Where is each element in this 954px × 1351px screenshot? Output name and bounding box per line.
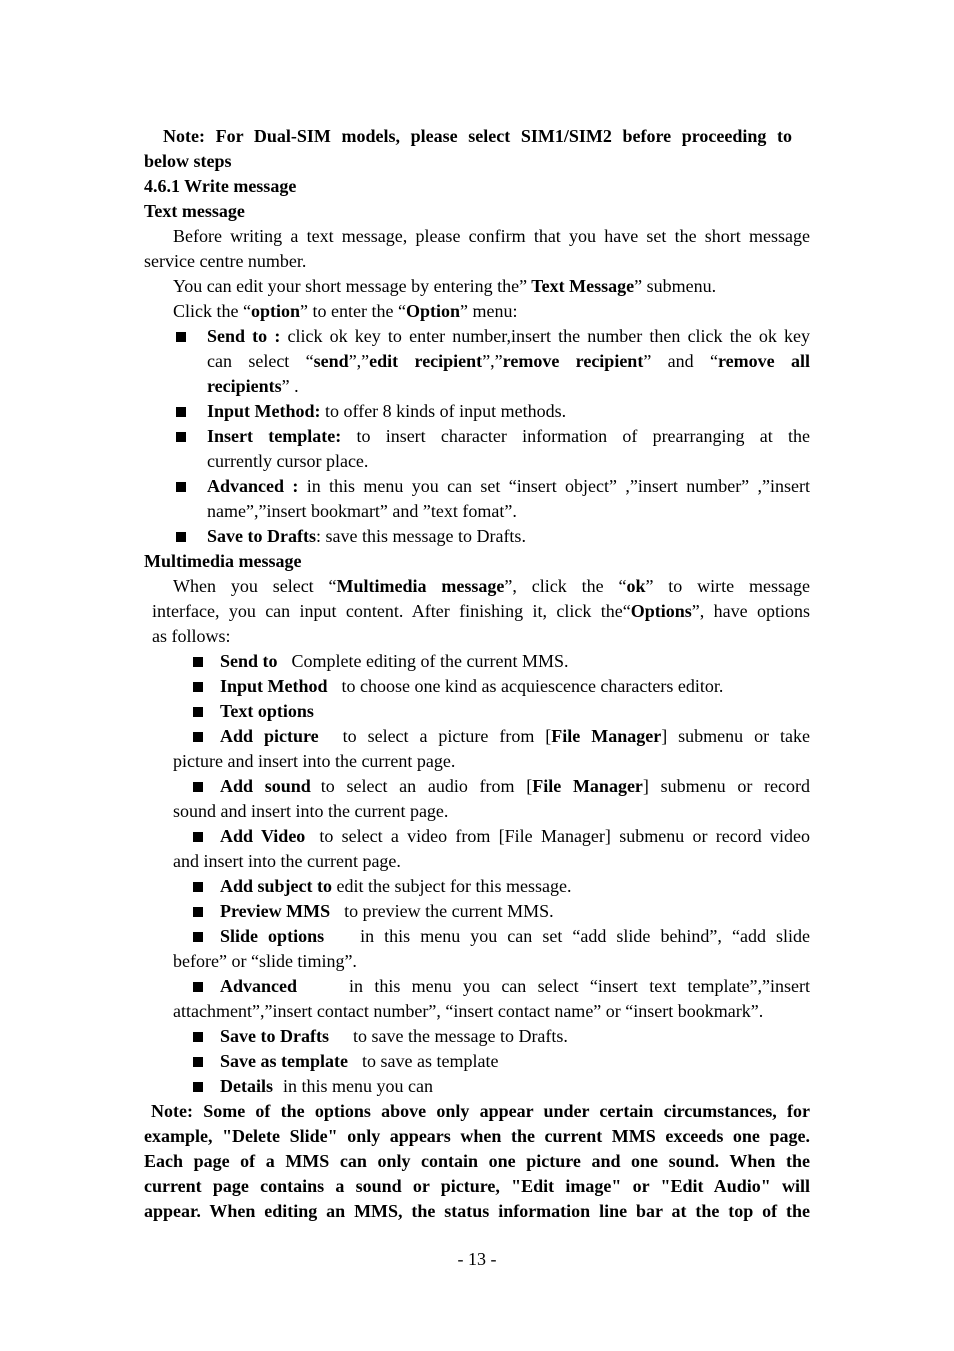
bullet-square-icon xyxy=(176,332,186,342)
note-bottom-line-4: current page contains a sound or picture, "Edit image" or "Edit Audio" will xyxy=(144,1176,810,1196)
mms-item-input-method: Input Method to choose one kind as acquiescence characters editor. xyxy=(220,676,724,696)
mms-item-add-video: Add Video to select a video from [File Manager] submenu or record video xyxy=(220,826,810,846)
bullet-square-icon xyxy=(176,532,186,542)
mms-item-slide-options: Slide options in this menu you can set “add slide behind”, “add slide xyxy=(220,926,810,946)
mms-item-save-drafts: Save to Drafts to save the message to Drafts. xyxy=(220,1026,568,1046)
mms-item-text-options: Text options xyxy=(220,701,314,721)
multimedia-intro-2: interface, you can input content. After finishing it, click the“Options”, have options xyxy=(152,601,810,621)
mms-item-add-picture-cont: picture and insert into the current page. xyxy=(173,751,456,771)
tm-item-advanced-cont: name”,”insert bookmart” and ”text fomat”. xyxy=(207,501,517,521)
bullet-square-icon xyxy=(193,1082,203,1092)
note-bottom-line-2: example, "Delete Slide" only appears when the current MMS exceeds one page. xyxy=(144,1126,810,1146)
bullet-square-icon xyxy=(193,907,203,917)
multimedia-intro-1: When you select “Multimedia message”, click the “ok” to wirte message xyxy=(173,576,810,596)
multimedia-heading: Multimedia message xyxy=(144,551,302,571)
mms-item-send-to: Send to Complete editing of the current MMS. xyxy=(220,651,569,671)
tm-item-send-to-line-2: can select “send”,”edit recipient”,”remove recipient” and “remove all xyxy=(207,351,811,371)
bullet-square-icon xyxy=(193,1057,203,1067)
bullet-square-icon xyxy=(193,982,203,992)
bullet-square-icon xyxy=(193,707,203,717)
page-number: - 13 - xyxy=(457,1249,497,1269)
bullet-square-icon xyxy=(193,882,203,892)
bullet-square-icon xyxy=(176,432,186,442)
tm-item-advanced: Advanced : in this menu you can set “insert object” ,”insert number” ,”insert xyxy=(207,476,810,496)
bullet-square-icon xyxy=(193,1032,203,1042)
tm-item-send-to-line-3: recipients” . xyxy=(207,376,299,396)
bullet-square-icon xyxy=(193,932,203,942)
tm-item-input-method: Input Method: to offer 8 kinds of input methods. xyxy=(207,401,567,421)
multimedia-intro-3: as follows: xyxy=(152,626,231,646)
bullet-square-icon xyxy=(193,657,203,667)
bullet-square-icon xyxy=(193,782,203,792)
mms-item-add-picture: Add picture to select a picture from [File Manager] submenu or take xyxy=(220,726,810,746)
mms-item-details: Details in this menu you can xyxy=(220,1076,433,1096)
note-bottom-line-1: Note: Some of the options above only appear under certain circumstances, for xyxy=(151,1101,810,1121)
mms-item-add-video-cont: and insert into the current page. xyxy=(173,851,401,871)
bullet-square-icon xyxy=(193,732,203,742)
mms-item-save-template: Save as template to save as template xyxy=(220,1051,499,1071)
text-message-option-line: Click the “option” to enter the “Option” menu: xyxy=(173,301,518,321)
bullet-square-icon xyxy=(176,407,186,417)
mms-item-advanced-cont: attachment”,”insert contact number”, “insert contact name” or “insert bookmark”. xyxy=(173,1001,764,1021)
text-message-heading: Text message xyxy=(144,201,245,221)
note-bottom-line-3: Each page of a MMS can only contain one picture and one sound. When the xyxy=(144,1151,810,1171)
bullet-square-icon xyxy=(193,832,203,842)
tm-item-save-drafts: Save to Drafts: save this message to Drafts. xyxy=(207,526,526,546)
mms-item-add-sound-cont: sound and insert into the current page. xyxy=(173,801,449,821)
tm-item-insert-template: Insert template: to insert character information of prearranging at the xyxy=(207,426,810,446)
mms-item-advanced: Advanced in this menu you can select “insert text template”,”insert xyxy=(220,976,810,996)
tm-item-send-to: Send to : click ok key to enter number,insert the number then click the ok key xyxy=(207,326,810,346)
note-top-line-2: below steps xyxy=(144,151,232,171)
bullet-square-icon xyxy=(193,682,203,692)
section-heading: 4.6.1 Write message xyxy=(144,176,297,196)
text-message-intro-2: service centre number. xyxy=(144,251,307,271)
note-top-line-1: Note: For Dual-SIM models, please select SIM1/SIM2 before proceeding to xyxy=(163,126,792,146)
mms-item-add-sound: Add sound to select an audio from [File Manager] submenu or record xyxy=(220,776,810,796)
bullet-square-icon xyxy=(176,482,186,492)
note-bottom-line-5: appear. When editing an MMS, the status information line bar at the top of the xyxy=(144,1201,810,1221)
tm-item-insert-template-cont: currently cursor place. xyxy=(207,451,369,471)
text-message-edit-line: You can edit your short message by entering the” Text Message” submenu. xyxy=(173,276,717,296)
text-message-intro-1: Before writing a text message, please confirm that you have set the short message xyxy=(173,226,810,246)
mms-item-slide-options-cont: before” or “slide timing”. xyxy=(173,951,357,971)
mms-item-add-subject: Add subject to edit the subject for this message. xyxy=(220,876,572,896)
mms-item-preview: Preview MMS to preview the current MMS. xyxy=(220,901,554,921)
